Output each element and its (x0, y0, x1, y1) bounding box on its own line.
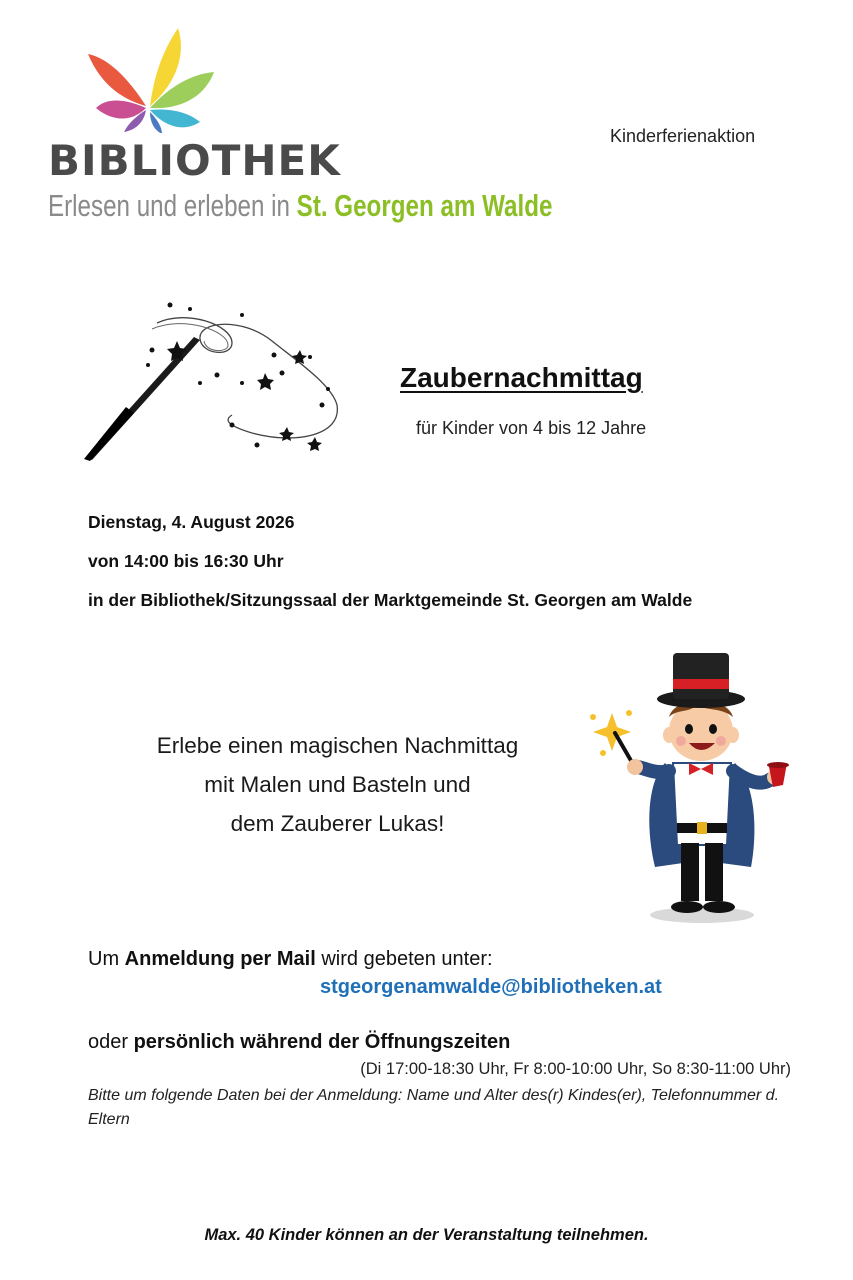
registration-mail-line (88, 948, 493, 971)
header-label: Kinderferienaktion (610, 126, 756, 146)
registration-text: oder (88, 1031, 134, 1053)
magic-wand-icon (82, 295, 352, 470)
registration-note: Bitte um folgende Daten bei der Anmeldung: Name und Alter des(r) Kindes(er), Telefonnummer d. Eltern (88, 1087, 780, 1128)
registration-text: Um (88, 948, 125, 970)
logo-tagline (48, 188, 552, 224)
event-title: Zaubernachmittag (400, 362, 643, 393)
event-time: von 14:00 bis 16:30 Uhr (88, 551, 284, 571)
magician-icon (585, 645, 810, 930)
registration-email-link[interactable]: stgeorgenamwalde@bibliotheken.at (320, 976, 662, 998)
logo-wordmark: BIBLIOTHEK (48, 136, 341, 185)
registration-bold: persönlich während der Öffnungszeiten (133, 1031, 511, 1053)
tagline-green: St. Georgen am Walde (296, 188, 553, 223)
library-logo (40, 28, 553, 228)
description-line: Erlebe einen magischen Nachmittag (156, 733, 519, 758)
description-line: mit Malen und Basteln und (204, 772, 471, 797)
butterfly-logo-icon (88, 28, 218, 133)
magician-illustration (585, 645, 810, 930)
tagline-grey: Erlesen und erleben in (48, 188, 297, 223)
description-line: dem Zauberer Lukas! (230, 811, 445, 836)
footer-note: Max. 40 Kinder können an der Veranstaltung teilnehmen. (204, 1226, 649, 1244)
event-place: in der Bibliothek/Sitzungssaal der Marktgemeinde St. Georgen am Walde (88, 590, 693, 610)
event-subtitle: für Kinder von 4 bis 12 Jahre (416, 418, 647, 438)
event-description (60, 726, 615, 843)
magic-wand-illustration (82, 295, 352, 470)
registration-bold: Anmeldung per Mail (124, 948, 316, 970)
registration-text: wird gebeten unter: (315, 948, 493, 970)
registration-personal-line (88, 1031, 510, 1054)
opening-hours: (Di 17:00-18:30 Uhr, Fr 8:00-10:00 Uhr, So 8:30-11:00 Uhr) (360, 1060, 791, 1078)
event-date: Dienstag, 4. August 2026 (88, 512, 295, 532)
